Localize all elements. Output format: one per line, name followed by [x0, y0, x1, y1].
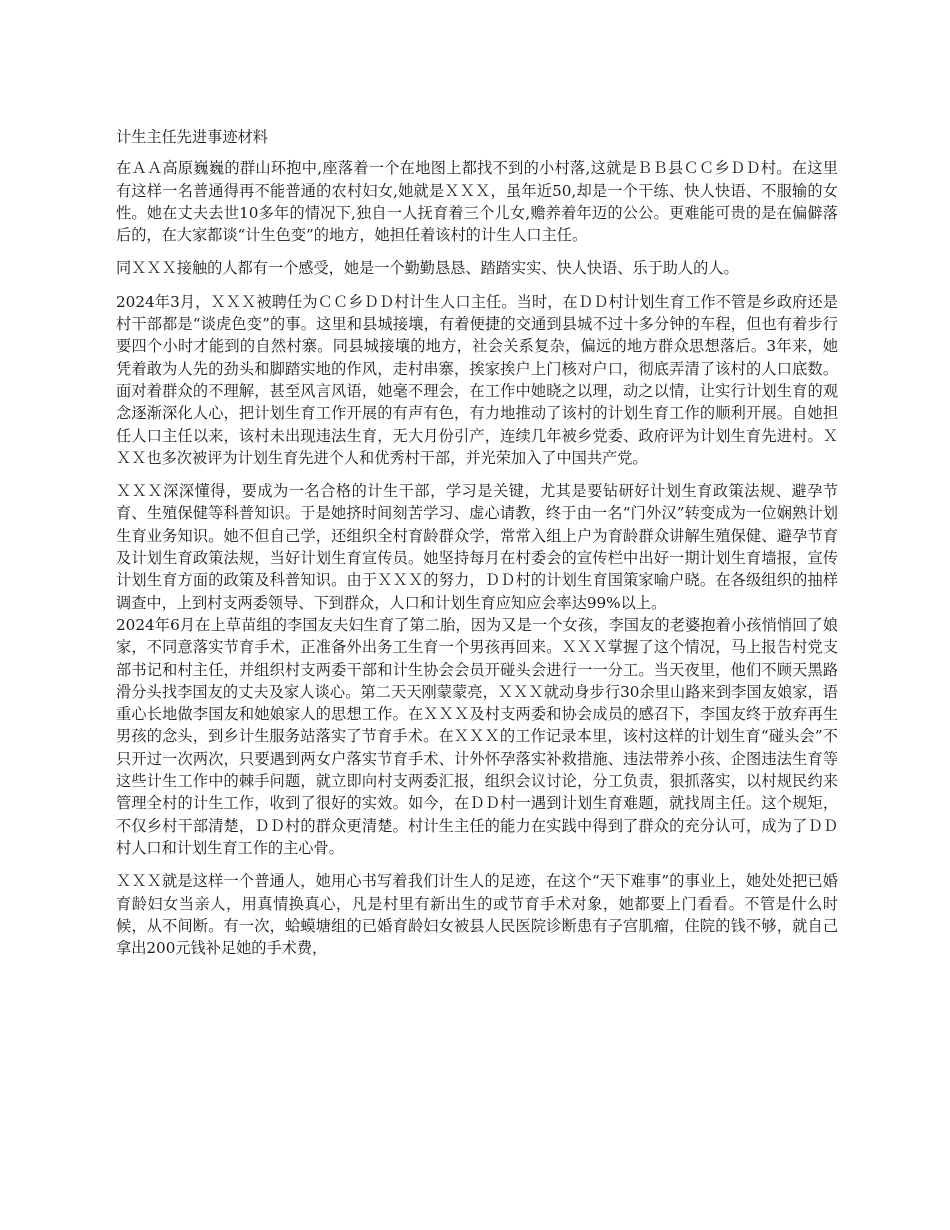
document-title: 计生主任先进事迹材料 [116, 128, 268, 146]
paragraph-appointment: 2024年3月，ＸＸＸ被聘任为ＣＣ乡ＤＤ村计生人口主任。当时，在ＤＤ村计划生育工作不管是乡政府还是村干部都是“谈虎色变”的事。这里和县城接壤，有着便捷的交通到县城不过十多分钟的车程，但也有着步行要四个小时才能到的自然村寨。同县城接壤的地方，社会关系复杂，偏远的地方群众思想落后。3年来，她凭着敢为人先的劲头和脚踏实地的作风，走村串寨，挨家挨户上门核对户口，彻底弄清了该村的人口底数。面对着群众的不理解，甚至风言风语，她毫不理会，在工作中她晓之以理，动之以情，让实行计划生育的观念逐渐深化人心，把计划生育工作开展的有声有色，有力地推动了该村的计划生育工作的顺利开展。自她担任人口主任以来，该村未出现违法生育，无大月份引产，连续几年被乡党委、政府评为计划生育先进村。ＸＸＸ也多次被评为计划生育先进个人和优秀村干部，并光荣加入了中国共产党。 [116, 292, 838, 467]
paragraph-intro: 在ＡＡ高原巍巍的群山环抱中,座落着一个在地图上都找不到的小村落,这就是ＢＢ县ＣＣ乡ＤＤ村。在这里有这样一名普通得再不能普通的农村妇女,她就是ＸＸＸ，虽年近50,却是一个干练、快人快语、不服输的女性。她在丈夫去世10多年的情况下,独自一人抚育着三个儿女,赡养着年迈的公公。更难能可贵的是在偏僻落后的，在大家都谈“计生色变”的地方，她担任着该村的计生人口主任。 [116, 159, 838, 245]
paragraph-character: 同ＸＸＸ接触的人都有一个感受，她是一个勤勤恳恳、踏踏实实、快人快语、乐于助人的人。 [116, 259, 739, 278]
paragraph-care: ＸＸＸ就是这样一个普通人，她用心书写着我们计生人的足迹，在这个“天下难事”的事业上，她处处把已婚育龄妇女当亲人，用真情换真心，凡是村里有新出生的或节育手术对象，她都要上门看看。不管是什么时候，从不间断。有一次，蛤蟆塘组的已婚育龄妇女被县人民医院诊断患有子宫肌瘤，住院的钱不够，就自己拿出200元钱补足她的手术费， [116, 872, 838, 958]
paragraph-case-story: 2024年6月在上草苗组的李国友夫妇生育了第二胎，因为又是一个女孩，李国友的老婆抱着小孩悄悄回了娘家，不同意落实节育手术，正准备外出务工生育一个男孩再回来。ＸＸＸ掌握了这个情况，马上报告村党支部书记和村主任，并组织村支两委干部和计生协会会员开碰头会进行一一分工。当天夜里，他们不顾天黑路滑分头找李国友的丈夫及家人谈心。第二天天刚蒙蒙亮，ＸＸＸ就动身步行30余里山路来到李国友娘家，语重心长地做李国友和她娘家人的思想工作。在ＸＸＸ及村支两委和协会成员的感召下，李国友终于放弃再生男孩的念头，到乡计生服务站落实了节育手术。在ＸＸＸ的工作记录本里，该村这样的计划生育“碰头会”不只开过一次两次，只要遇到两女户落实节育手术、计外怀孕落实补救措施、违法带养小孩、企图违法生育等这些计生工作中的棘手问题，就立即向村支两委汇报，组织会议讨论，分工负责，狠抓落实，以村规民约来管理全村的计生工作，收到了很好的实效。如今，在ＤＤ村一遇到计划生育难题，就找周主任。这个规矩，不仅乡村干部清楚，ＤＤ村的群众更清楚。村计生主任的能力在实践中得到了群众的充分认可，成为了ＤＤ村人口和计划生育工作的主心骨。 [116, 615, 838, 857]
document-page [116, 126, 838, 970]
paragraph-study: ＸＸＸ深深懂得，要成为一名合格的计生干部，学习是关键，尤其是要钻研好计划生育政策法规、避孕节育、生殖保健等科普知识。于是她挤时间刻苦学习、虚心请教，终于由一名“门外汉”转变成为一位娴熟计划生育业务知识。她不但自己学，还组织全村育龄群众学，常常入组上户为育龄群众讲解生殖保健、避孕节育及计划生育政策法规，当好计划生育宣传员。她坚持每月在村委会的宣传栏中出好一期计划生育墙报，宣传计划生育方面的政策及科普知识。由于ＸＸＸ的努力，ＤＤ村的计划生育国策家喻户晓。在各级组织的抽样调查中，上到村支两委领导、下到群众，人口和计划生育应知应会率达99%以上。 [116, 482, 838, 612]
